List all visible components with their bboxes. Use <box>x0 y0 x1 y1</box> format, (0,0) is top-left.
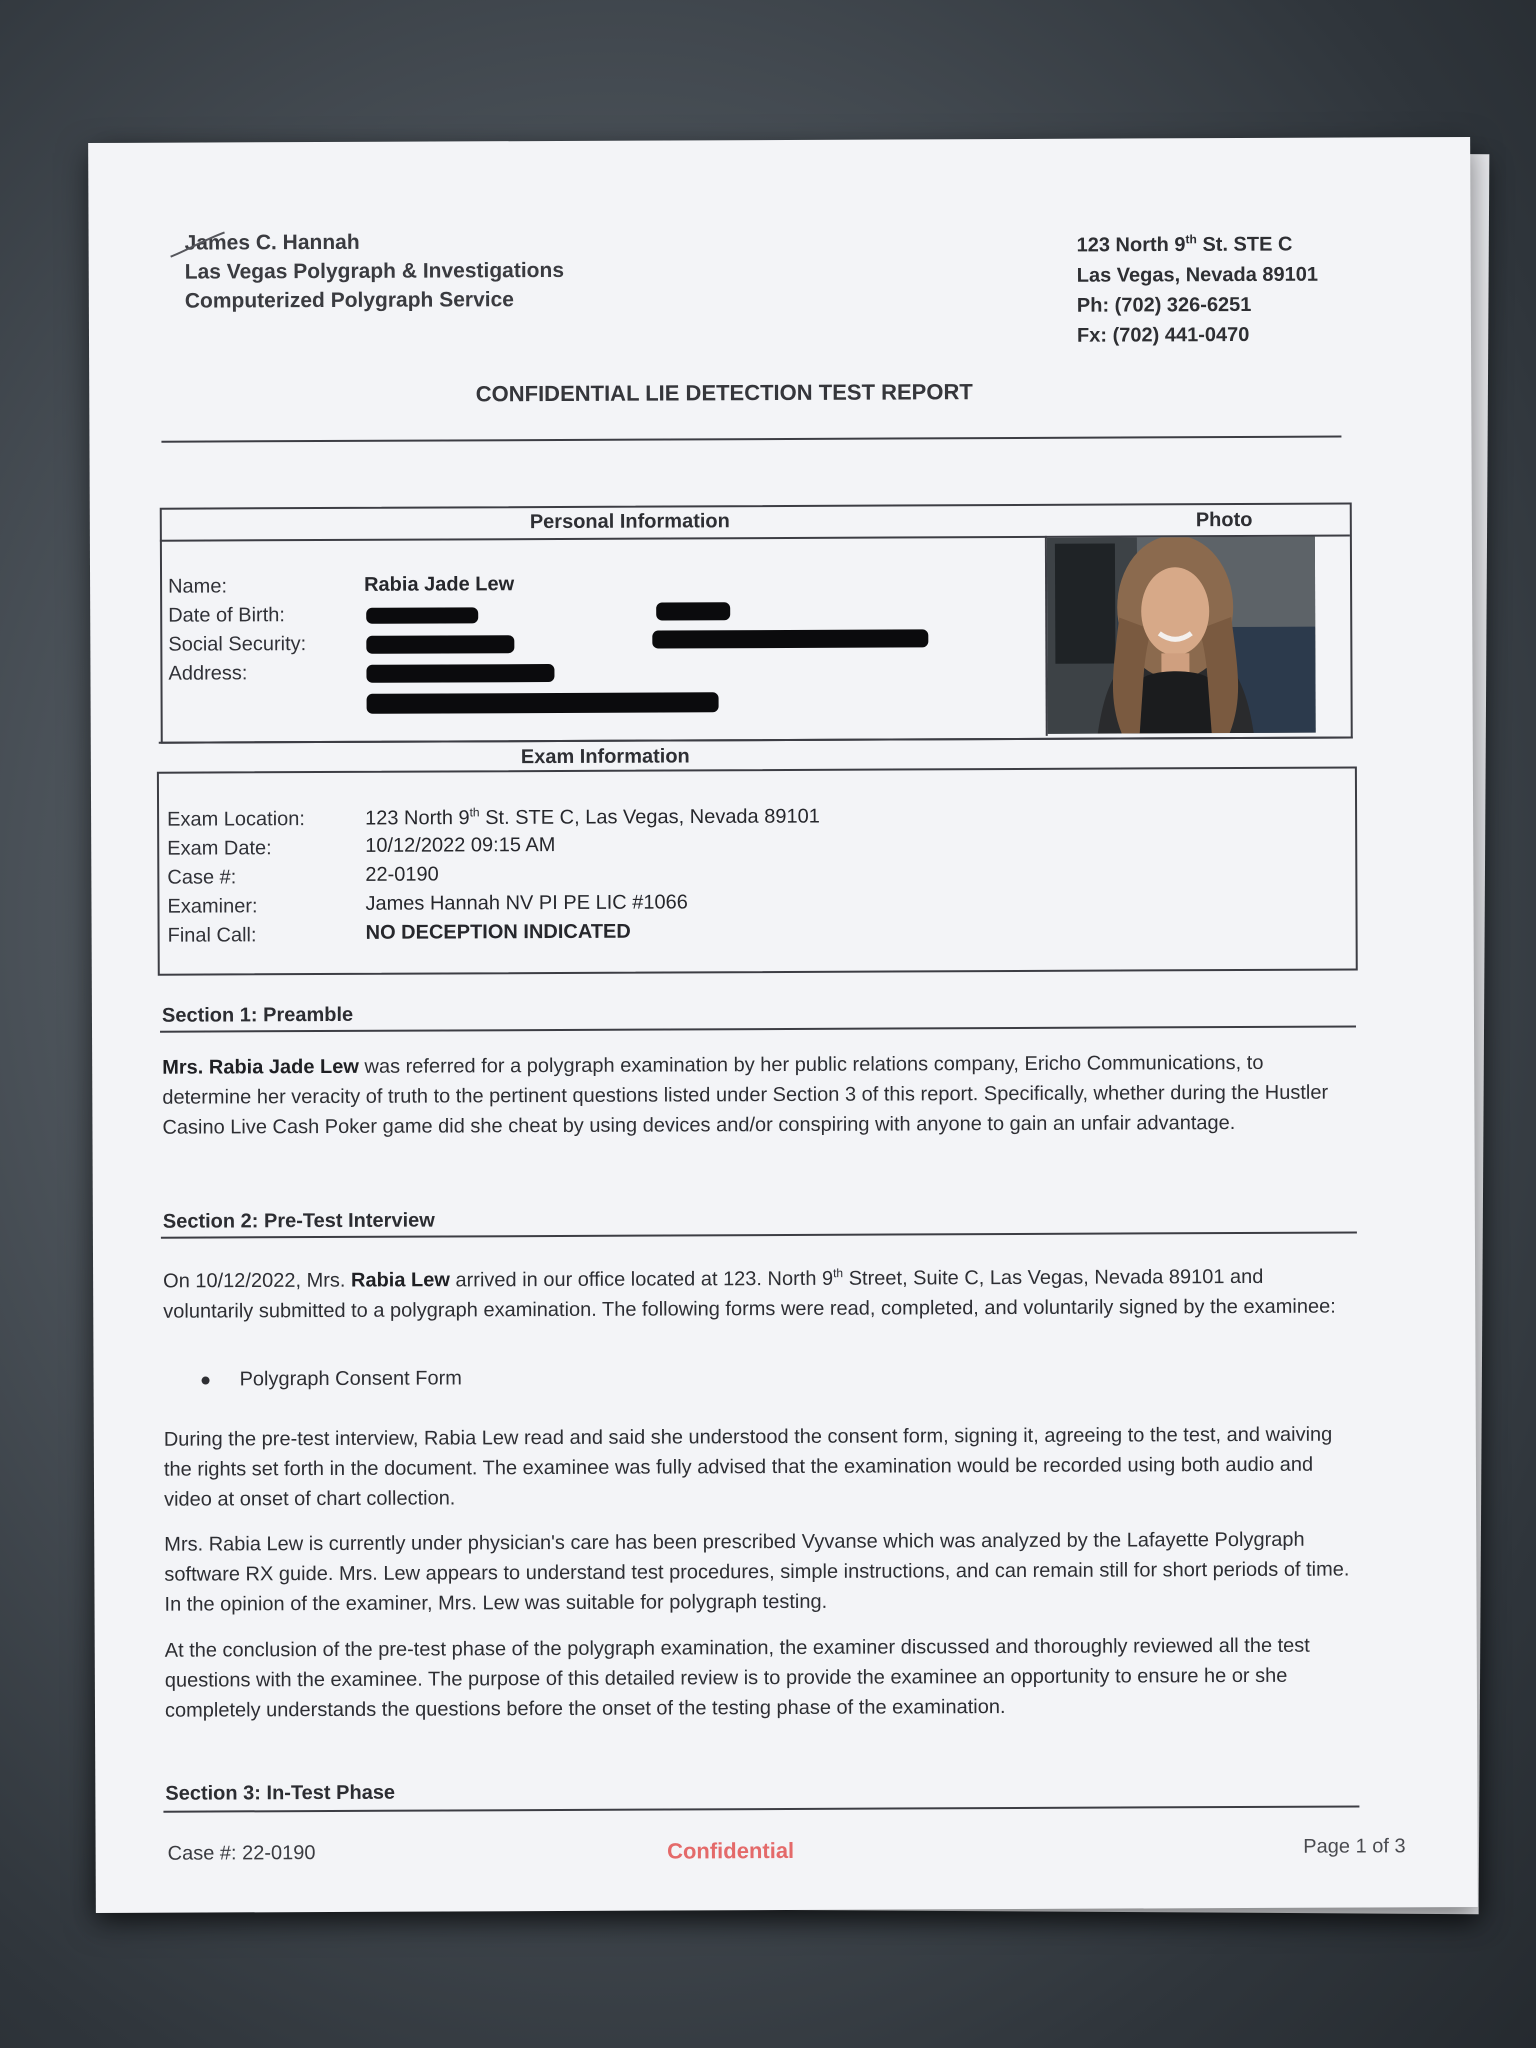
title-rule <box>161 436 1341 443</box>
label-exam-date: Exam Date: <box>167 837 272 860</box>
section-2-title: Section 2: Pre-Test Interview <box>162 1209 435 1233</box>
examinee-photo <box>1047 537 1316 734</box>
label-final-call: Final Call: <box>167 924 257 947</box>
footer-page-number: Page 1 of 3 <box>1303 1835 1406 1858</box>
section-3-title: Section 3: In-Test Phase <box>165 1781 396 1805</box>
consent-form-bullet <box>201 1367 461 1391</box>
section-1-body: was referred for a polygraph examination by her public relations company, Ericho Communications, to determine her veracity of truth to the pertinent questions listed under Section 3 of this report. Specifically, whether during the Hustler Casino Live Cash Poker game did she cheat by using devices and/or conspiring with anyone to gain an unfair advantage. <box>162 1051 1329 1139</box>
section-2-p2: During the pre-test interview, Rabia Lew read and said she understood the consent form, signing it, agreeing to the test, and waiving the rights set forth in the document. The examinee was fully advised that the examination would be recorded using both audio and video at onset of chart collection. <box>163 1423 1333 1511</box>
case-number: 22-0190 <box>365 863 439 886</box>
exam-info-box <box>157 766 1358 975</box>
redaction-ssn-2 <box>652 629 928 648</box>
exam-location: 123 North 9th St. STE C, Las Vegas, Nevada 89101 <box>365 805 820 830</box>
p1-before: On 10/12/2022, Mrs. <box>163 1269 352 1293</box>
label-ssn: Social Security: <box>168 633 307 656</box>
redaction-address-1 <box>366 664 554 683</box>
service-name: Computerized Polygraph Service <box>184 288 514 313</box>
label-dob: Date of Birth: <box>168 604 285 627</box>
section-2-p4: At the conclusion of the pre-test phase of the polygraph examination, the examiner discussed and thoroughly reviewed all the test questions with the examinee. The purpose of this detailed review is to provide the examinee an opportunity to ensure he or she completely understands the questions before the onset of the testing phase of the examination. <box>164 1634 1310 1722</box>
exam-info-heading: Exam Information <box>520 745 690 769</box>
company-name: Las Vegas Polygraph & Investigations <box>184 258 565 284</box>
section-1-title: Section 1: Preamble <box>161 1003 354 1027</box>
exam-date: 10/12/2022 09:15 AM <box>365 833 556 857</box>
section-1-name: Mrs. Rabia Jade Lew <box>162 1055 359 1079</box>
section-2-p3: Mrs. Rabia Lew is currently under physician's care has been prescribed Vyvanse which was analyzed by the Lafayette Polygraph software RX guide. Mrs. Lew appears to understand test procedures, simple instructions, and can remain still for short periods of time. In the opinion of the examiner, Mrs. Lew was suitable for polygraph testing. <box>164 1528 1350 1616</box>
contact-block <box>1077 224 1319 351</box>
bullet-text: Polygraph Consent Form <box>239 1367 462 1391</box>
pen-strike-mark <box>169 230 227 260</box>
section-3-rule <box>163 1805 1359 1812</box>
footer-confidential: Confidential <box>666 1837 795 1864</box>
redaction-ssn <box>366 635 514 654</box>
phone-number: Ph: (702) 326-6251 <box>1076 293 1252 317</box>
report-title: CONFIDENTIAL LIE DETECTION TEST REPORT <box>475 379 973 407</box>
section-1-text <box>162 1048 1352 1143</box>
report-page <box>88 137 1478 1913</box>
label-examiner: Examiner: <box>167 895 258 918</box>
redaction-dob <box>366 607 478 623</box>
section-2-p1 <box>163 1256 1353 1327</box>
photo-heading: Photo <box>1195 508 1253 532</box>
city-state: Las Vegas, Nevada 89101 <box>1076 263 1319 287</box>
examinee-name: Rabia Jade Lew <box>364 573 515 596</box>
p1-bold-name: Rabia Lew <box>350 1269 450 1292</box>
footer-case-number: Case #: 22-0190 <box>167 1842 316 1865</box>
examiner-header <box>185 227 565 316</box>
final-call: NO DECEPTION INDICATED <box>365 920 631 944</box>
examiner-name: James C. Hannah <box>184 230 360 255</box>
label-address: Address: <box>168 662 248 685</box>
portrait-image <box>1047 537 1316 734</box>
label-case: Case #: <box>167 866 237 889</box>
redaction-address-2 <box>367 692 719 714</box>
redaction-age <box>656 602 730 620</box>
label-exam-location: Exam Location: <box>167 808 306 831</box>
fax-number: Fx: (702) 441-0470 <box>1076 323 1250 347</box>
label-name: Name: <box>168 575 228 598</box>
street-address: 123 North 9th St. STE C <box>1076 232 1293 257</box>
bullet-dot-icon <box>202 1376 210 1384</box>
personal-info-heading: Personal Information <box>529 510 730 534</box>
examiner: James Hannah NV PI PE LIC #1066 <box>365 891 688 915</box>
p1-after: arrived in our office located at 123. North 9th Street, Suite C, Las Vegas, Nevada 89101 and voluntarily submitted to a polygraph examination. The following forms were read, completed, and voluntarily signed by the examinee: <box>163 1265 1336 1323</box>
